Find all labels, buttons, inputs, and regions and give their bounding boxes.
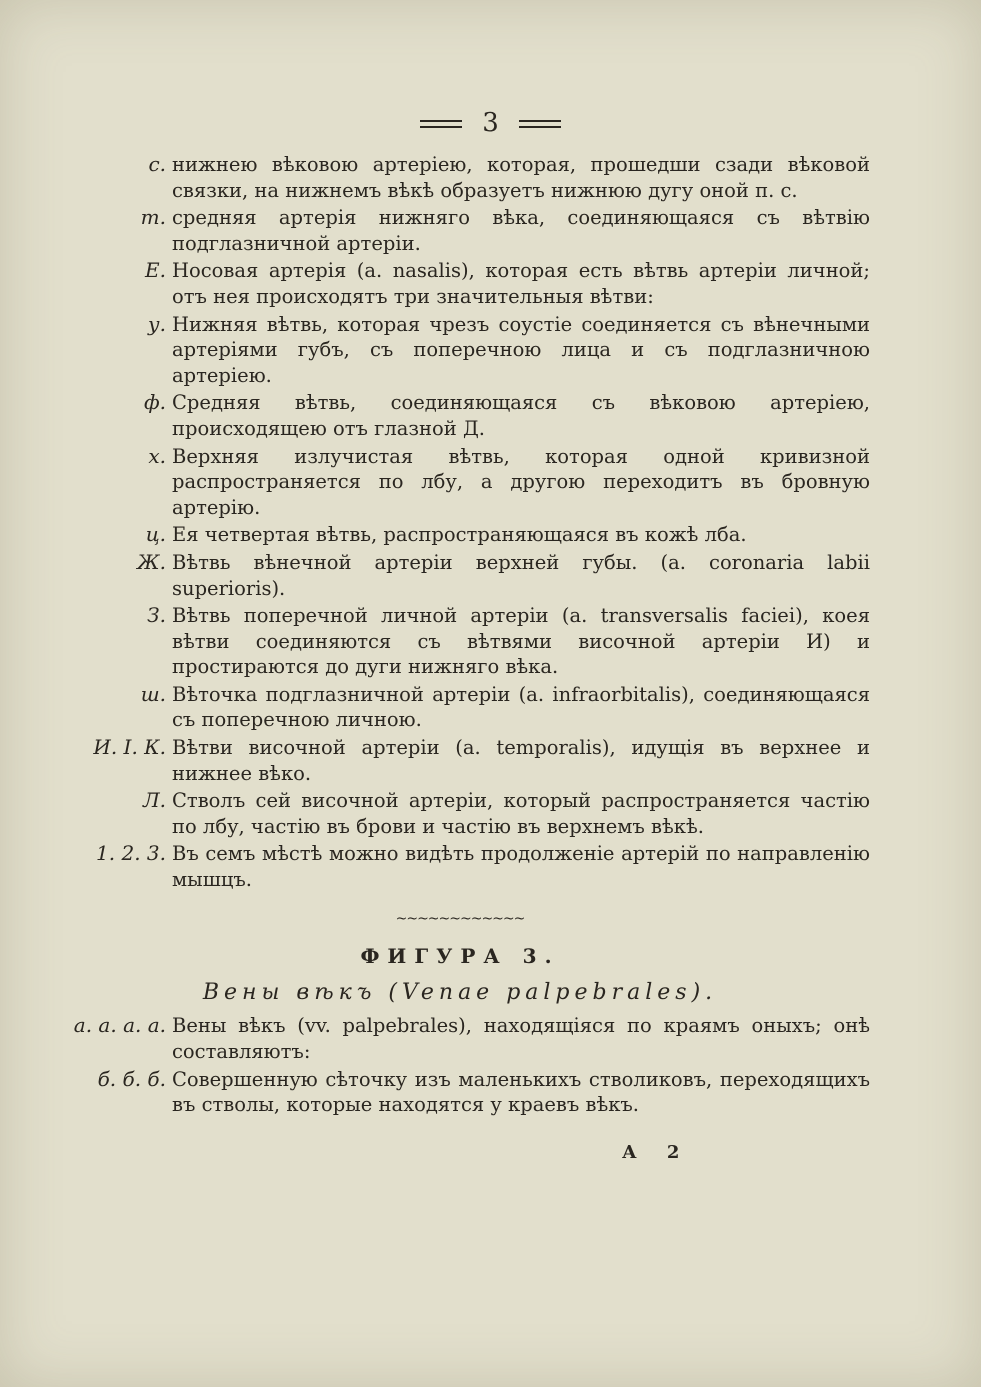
entry-list	[50, 152, 870, 893]
entry-row	[50, 205, 870, 256]
entry-row	[50, 1013, 870, 1064]
entry-label: Ж.	[137, 549, 166, 574]
entry-label: З.	[147, 603, 166, 628]
page-header	[0, 108, 981, 138]
header-rule-right	[519, 120, 561, 128]
entry-label: Л.	[142, 788, 166, 813]
entry-row	[50, 390, 870, 441]
entry-text: Средняя вѣтвь, соединяющаяся съ вѣковою артеріею, происходящею отъ глазной Д.	[172, 391, 870, 440]
entry-text: Вѣтвь поперечной личной артеріи (a. transversalis faciei), коея вѣтви соединяются съ вѣтвями височной артеріи И) и простираются до дуги нижняго вѣка.	[172, 604, 870, 679]
entry-label: ц.	[145, 522, 166, 547]
header-rule-left	[420, 120, 462, 128]
entry-text: Ея четвертая вѣтвь, распространяющаяся въ кожѣ лба.	[172, 523, 747, 547]
entry-row	[50, 682, 870, 733]
entry-row	[50, 444, 870, 521]
entry-label: т.	[140, 205, 166, 230]
entry-row	[50, 550, 870, 601]
ornament-divider: ~~~~~~~~~~~~	[395, 910, 525, 927]
entry-text: Вѣточка подглазничной артеріи (a. infraorbitalis), соединяющаяся съ поперечною личною.	[172, 682, 870, 732]
figure-entry-list	[50, 1013, 870, 1117]
entry-label: ш.	[140, 681, 166, 706]
entry-label: б. б. б.	[97, 1066, 166, 1091]
entry-text: Носовая артерія (a. nasalis), которая есть вѣтвь артеріи личной; отъ нея происходятъ три значительныя вѣтви:	[172, 259, 870, 308]
entry-text: Въ семъ мѣстѣ можно видѣть продолженіе артерій по направленію мышцъ.	[172, 842, 870, 892]
entry-row	[50, 603, 870, 680]
entry-row	[50, 522, 870, 548]
entry-label: х.	[148, 443, 166, 468]
entry-label: а. а. а. а.	[73, 1013, 166, 1038]
entry-row	[50, 258, 870, 309]
entry-text: Вѣтви височной артеріи (a. temporalis), идущія въ верхнее и нижнее вѣко.	[172, 736, 870, 785]
entry-row	[50, 1067, 870, 1118]
entry-label: Е.	[145, 258, 166, 283]
entry-label: у.	[148, 311, 166, 336]
entry-text: нижнею вѣковою артеріею, которая, прошедши сзади вѣковой связки, на нижнемъ вѣкѣ образуетъ нижнюю дугу оной п. с.	[172, 153, 870, 202]
page-number: 3	[482, 108, 499, 138]
entry-text: Вѣтвь вѣнечной артеріи верхней губы. (a. coronaria labii superioris).	[172, 550, 870, 600]
entry-row	[50, 788, 870, 839]
page-content	[50, 152, 870, 1120]
entry-text: Совершенную сѣточку изъ маленькихъ стволиковъ, переходящихъ въ стволы, которые находятся у краевъ вѣкъ.	[172, 1067, 870, 1117]
entry-label: с.	[148, 152, 166, 176]
entry-row	[50, 735, 870, 786]
entry-text: средняя артерія нижняго вѣка, соединяющаяся съ вѣтвію подглазничной артеріи.	[172, 206, 870, 255]
signature-mark: А 2	[622, 1142, 692, 1163]
entry-row	[50, 841, 870, 892]
entry-text: Стволъ сей височной артеріи, который распространяется частію по лбу, частію въ брови и частію въ верхнемъ вѣкѣ.	[172, 789, 870, 838]
entry-label: И. І. К.	[93, 735, 166, 760]
entry-row	[50, 152, 870, 203]
entry-label: ф.	[143, 390, 166, 415]
entry-text: Вены вѣкъ (vv. palpebrales), находящіяся по краямъ оныхъ; онѣ составляютъ:	[172, 1014, 870, 1063]
entry-text: Нижняя вѣтвь, которая чрезъ соустіе соединяется съ вѣнечными артеріями губъ, съ поперечною лица и съ подглазничною артеріею.	[172, 312, 870, 387]
figure-subtitle: Вены вѣкъ (Venae palpebrales).	[202, 979, 718, 1005]
entry-row	[50, 312, 870, 389]
entry-text: Верхняя излучистая вѣтвь, которая одной кривизной распространяется по лбу, а другою переходитъ въ бровную артерію.	[172, 444, 870, 519]
figure-title: ФИГУРА 3.	[360, 944, 560, 969]
entry-label: 1. 2. 3.	[96, 841, 166, 866]
